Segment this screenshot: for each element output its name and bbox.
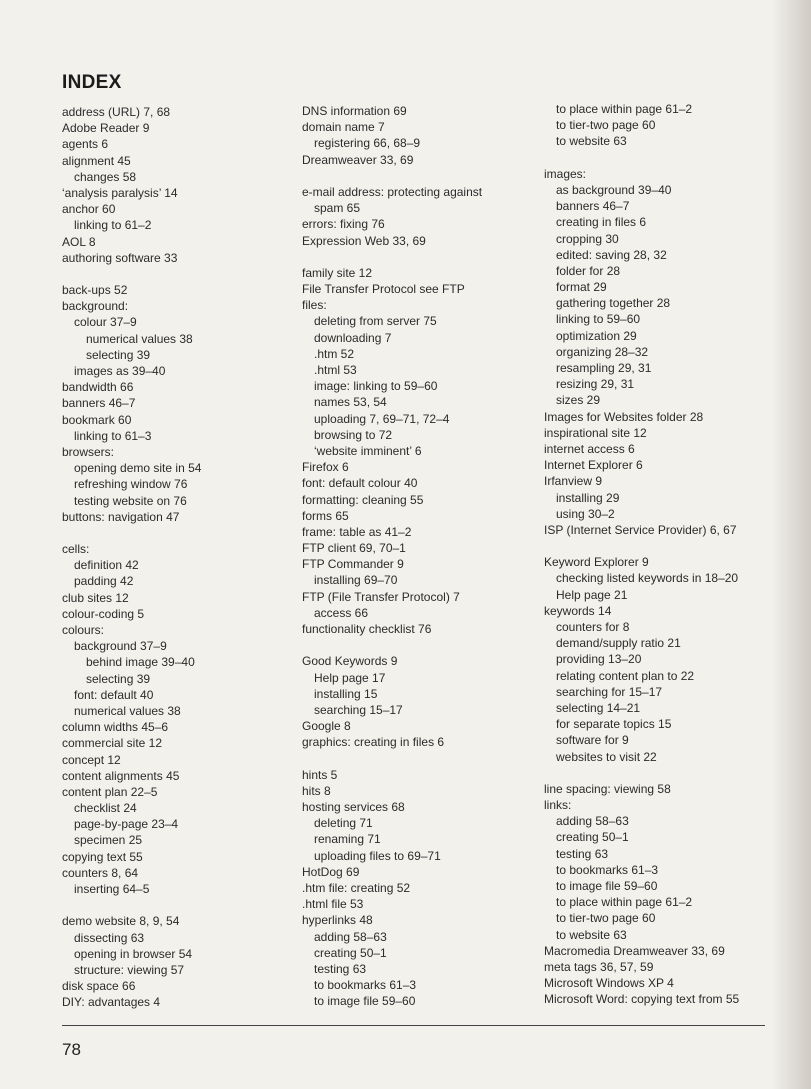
index-subentry: structure: viewing 57 xyxy=(74,962,185,977)
index-subentry: linking to 59–60 xyxy=(556,312,641,327)
index-subentry: relating content plan to 22 xyxy=(556,668,695,683)
index-subentry: colour 37–9 xyxy=(74,315,137,330)
index-subentry: behind image 39–40 xyxy=(86,655,195,670)
index-entry: Macromedia Dreamweaver 33, 69 xyxy=(544,943,725,958)
index-subentry: uploading files to 69–71 xyxy=(314,848,441,863)
index-subentry: sizes 29 xyxy=(556,393,601,408)
index-entry: line spacing: viewing 58 xyxy=(544,781,671,796)
index-subentry: selecting 14–21 xyxy=(556,700,641,715)
index-gap xyxy=(62,266,201,282)
index-subentry: dissecting 63 xyxy=(74,930,145,945)
index-entry: Dreamweaver 33, 69 xyxy=(302,152,414,167)
index-gap xyxy=(302,751,482,767)
index-entry: background: xyxy=(62,299,129,314)
index-subentry: checking listed keywords in 18–20 xyxy=(556,571,739,586)
index-subentry: ‘website imminent’ 6 xyxy=(314,443,422,458)
index-entry: Irfanview 9 xyxy=(544,474,603,489)
index-entry: links: xyxy=(544,798,572,813)
index-entry: demo website 8, 9, 54 xyxy=(62,914,180,929)
index-entry: hints 5 xyxy=(302,767,338,782)
index-gap xyxy=(302,168,482,184)
index-entry: Adobe Reader 9 xyxy=(62,121,150,136)
index-subentry: deleting 71 xyxy=(314,816,373,831)
index-entry: hosting services 68 xyxy=(302,800,405,815)
index-entry: font: default colour 40 xyxy=(302,476,418,491)
index-entry: e-mail address: protecting against xyxy=(302,184,483,199)
index-entry: .html file 53 xyxy=(302,897,364,912)
index-entry: Keyword Explorer 9 xyxy=(544,555,649,570)
index-entry: DIY: advantages 4 xyxy=(62,995,161,1010)
index-subentry: adding 58–63 xyxy=(314,929,387,944)
index-entry: errors: fixing 76 xyxy=(302,217,385,232)
index-subentry: opening demo site in 54 xyxy=(74,461,202,476)
index-subentry: renaming 71 xyxy=(314,832,381,847)
index-subentry: checklist 24 xyxy=(74,801,137,816)
index-entry: FTP Commander 9 xyxy=(302,557,404,572)
index-subentry: spam 65 xyxy=(314,201,361,216)
index-subentry: edited: saving 28, 32 xyxy=(556,247,667,262)
index-entry: back-ups 52 xyxy=(62,283,128,298)
index-subentry: banners 46–7 xyxy=(556,199,630,214)
index-entry: internet access 6 xyxy=(544,441,635,456)
index-entry: ISP (Internet Service Provider) 6, 67 xyxy=(544,522,737,537)
index-entry: formatting: cleaning 55 xyxy=(302,492,424,507)
index-gap xyxy=(544,765,739,781)
index-subentry: .htm 52 xyxy=(314,346,355,361)
index-entry: Microsoft Word: copying text from 55 xyxy=(544,992,740,1007)
index-subentry: to bookmarks 61–3 xyxy=(314,978,417,993)
page-number: 78 xyxy=(62,1040,81,1059)
index-subentry: resizing 29, 31 xyxy=(556,377,635,392)
index-subentry: counters for 8 xyxy=(556,620,630,634)
index-entry: cells: xyxy=(62,542,90,557)
index-entry: colour-coding 5 xyxy=(62,606,145,621)
index-entry: colours: xyxy=(62,623,105,637)
index-entry: FTP (File Transfer Protocol) 7 xyxy=(302,589,460,604)
index-gap xyxy=(544,538,739,554)
index-subentry: installing 69–70 xyxy=(314,573,398,588)
index-subentry: gathering together 28 xyxy=(556,296,671,311)
index-subentry: software for 9 xyxy=(556,733,629,748)
index-entry: FTP client 69, 70–1 xyxy=(302,541,406,556)
index-subentry: padding 42 xyxy=(74,574,134,589)
index-subentry: organizing 28–32 xyxy=(556,344,649,359)
index-subentry: creating 50–1 xyxy=(556,830,629,845)
index-entry: agents 6 xyxy=(62,137,109,152)
index-subentry: testing 63 xyxy=(556,846,609,861)
index-subentry: linking to 61–2 xyxy=(74,218,152,233)
index-entry: inspirational site 12 xyxy=(544,425,647,440)
index-subentry: searching 15–17 xyxy=(314,702,403,717)
index-subentry: installing 29 xyxy=(556,490,620,505)
page-edge-shadow xyxy=(771,0,811,1089)
index-entry: club sites 12 xyxy=(62,590,129,605)
index-subentry: .html 53 xyxy=(314,363,357,377)
index-subentry: resampling 29, 31 xyxy=(556,361,652,375)
page-title: INDEX xyxy=(62,72,122,93)
index-entry: browsers: xyxy=(62,444,115,459)
index-subentry: using 30–2 xyxy=(556,506,615,521)
index-subentry: page-by-page 23–4 xyxy=(74,817,179,832)
index-entry: .htm file: creating 52 xyxy=(302,881,411,895)
index-entry: column widths 45–6 xyxy=(62,720,169,735)
index-subentry: providing 13–20 xyxy=(556,652,642,667)
index-subentry: websites to visit 22 xyxy=(556,749,657,764)
index-subentry: opening in browser 54 xyxy=(74,946,193,961)
index-subentry: format 29 xyxy=(556,280,607,295)
index-entry: functionality checklist 76 xyxy=(302,622,432,636)
index-entry: Good Keywords 9 xyxy=(302,654,398,669)
index-subentry: images as 39–40 xyxy=(74,364,166,378)
index-subentry: to place within page 61–2 xyxy=(556,102,693,116)
index-gap xyxy=(302,637,482,653)
index-subentry: background 37–9 xyxy=(74,639,167,654)
index-subentry: testing 63 xyxy=(314,961,367,976)
index-column-2 xyxy=(302,103,482,1010)
index-entry: Expression Web 33, 69 xyxy=(302,233,426,248)
index-entry: copying text 55 xyxy=(62,849,143,864)
index-entry: disk space 66 xyxy=(62,979,136,994)
index-gap xyxy=(62,897,201,913)
index-gap xyxy=(544,150,739,166)
index-entry: bookmark 60 xyxy=(62,412,132,427)
index-subentry: access 66 xyxy=(314,605,369,620)
index-subentry: testing website on 76 xyxy=(74,493,187,508)
index-gap xyxy=(62,525,201,541)
index-entry: counters 8, 64 xyxy=(62,865,139,880)
index-entry: HotDog 69 xyxy=(302,864,360,879)
index-subentry: Help page 17 xyxy=(314,670,386,685)
index-subentry: demand/supply ratio 21 xyxy=(556,636,681,651)
index-entry: graphics: creating in files 6 xyxy=(302,735,445,750)
index-subentry: installing 15 xyxy=(314,686,378,701)
index-subentry: to tier-two page 60 xyxy=(556,118,656,133)
index-entry: images: xyxy=(544,166,587,181)
index-entry: banners 46–7 xyxy=(62,396,136,411)
index-subentry: to image file 59–60 xyxy=(314,994,416,1009)
index-subentry: to place within page 61–2 xyxy=(556,895,693,910)
index-entry: meta tags 36, 57, 59 xyxy=(544,959,654,974)
index-subentry: searching for 15–17 xyxy=(556,684,663,699)
index-subentry: to tier-two page 60 xyxy=(556,911,656,926)
index-subentry: selecting 39 xyxy=(86,671,151,686)
index-subentry: to website 63 xyxy=(556,927,627,942)
index-subentry: cropping 30 xyxy=(556,231,619,246)
index-gap xyxy=(302,249,482,265)
index-entry: concept 12 xyxy=(62,752,121,767)
index-subentry: changes 58 xyxy=(74,169,137,184)
index-entry: address (URL) 7, 68 xyxy=(62,105,171,119)
index-entry: hits 8 xyxy=(302,783,331,798)
index-entry: Images for Websites folder 28 xyxy=(544,409,704,424)
index-entry: Internet Explorer 6 xyxy=(544,458,643,473)
index-subentry: adding 58–63 xyxy=(556,814,629,829)
index-subentry: downloading 7 xyxy=(314,330,392,345)
index-entry: Firefox 6 xyxy=(302,460,349,475)
index-subentry: font: default 40 xyxy=(74,687,154,702)
index-subentry: browsing to 72 xyxy=(314,427,393,442)
index-entry: content plan 22–5 xyxy=(62,784,158,799)
footer-rule xyxy=(62,1025,765,1026)
index-subentry: Help page 21 xyxy=(556,587,628,602)
index-subentry: numerical values 38 xyxy=(74,703,181,718)
index-entry: bandwidth 66 xyxy=(62,380,134,395)
index-subentry: inserting 64–5 xyxy=(74,882,150,896)
index-subentry: linking to 61–3 xyxy=(74,428,152,443)
index-subentry: folder for 28 xyxy=(556,263,621,278)
index-entry: keywords 14 xyxy=(544,603,612,618)
index-subentry: to bookmarks 61–3 xyxy=(556,862,659,877)
index-entry: Microsoft Windows XP 4 xyxy=(544,976,674,991)
index-subentry: refreshing window 76 xyxy=(74,477,188,492)
index-subentry: image: linking to 59–60 xyxy=(314,379,438,394)
index-entry: files: xyxy=(302,298,327,313)
index-subentry: for separate topics 15 xyxy=(556,717,672,732)
index-subentry: definition 42 xyxy=(74,558,139,573)
index-entry: commercial site 12 xyxy=(62,736,163,751)
index-column-1 xyxy=(62,104,201,1011)
index-subentry: to website 63 xyxy=(556,134,627,149)
index-entry: frame: table as 41–2 xyxy=(302,524,412,539)
index-subentry: deleting from server 75 xyxy=(314,314,437,329)
index-entry: Google 8 xyxy=(302,719,351,734)
index-entry: content alignments 45 xyxy=(62,768,180,783)
index-subentry: creating in files 6 xyxy=(556,215,647,230)
index-subentry: registering 66, 68–9 xyxy=(314,136,421,151)
index-entry: forms 65 xyxy=(302,508,349,523)
index-subentry: creating 50–1 xyxy=(314,945,387,960)
index-entry: domain name 7 xyxy=(302,120,385,135)
index-entry: ‘analysis paralysis’ 14 xyxy=(62,185,178,200)
index-entry: family site 12 xyxy=(302,265,373,280)
index-entry: hyperlinks 48 xyxy=(302,913,373,928)
index-entry: anchor 60 xyxy=(62,202,116,217)
index-entry: DNS information 69 xyxy=(302,104,407,118)
index-entry: buttons: navigation 47 xyxy=(62,509,180,524)
index-column-3 xyxy=(544,101,739,1008)
index-entry: alignment 45 xyxy=(62,153,131,168)
index-entry: File Transfer Protocol see FTP xyxy=(302,282,465,297)
index-subentry: selecting 39 xyxy=(86,347,151,362)
index-subentry: to image file 59–60 xyxy=(556,879,658,893)
index-subentry: uploading 7, 69–71, 72–4 xyxy=(314,411,450,426)
index-subentry: optimization 29 xyxy=(556,328,637,343)
index-entry: authoring software 33 xyxy=(62,250,178,265)
index-entry: AOL 8 xyxy=(62,234,96,249)
index-subentry: as background 39–40 xyxy=(556,182,672,197)
index-subentry: specimen 25 xyxy=(74,833,143,848)
index-subentry: names 53, 54 xyxy=(314,395,387,410)
index-subentry: numerical values 38 xyxy=(86,331,193,346)
